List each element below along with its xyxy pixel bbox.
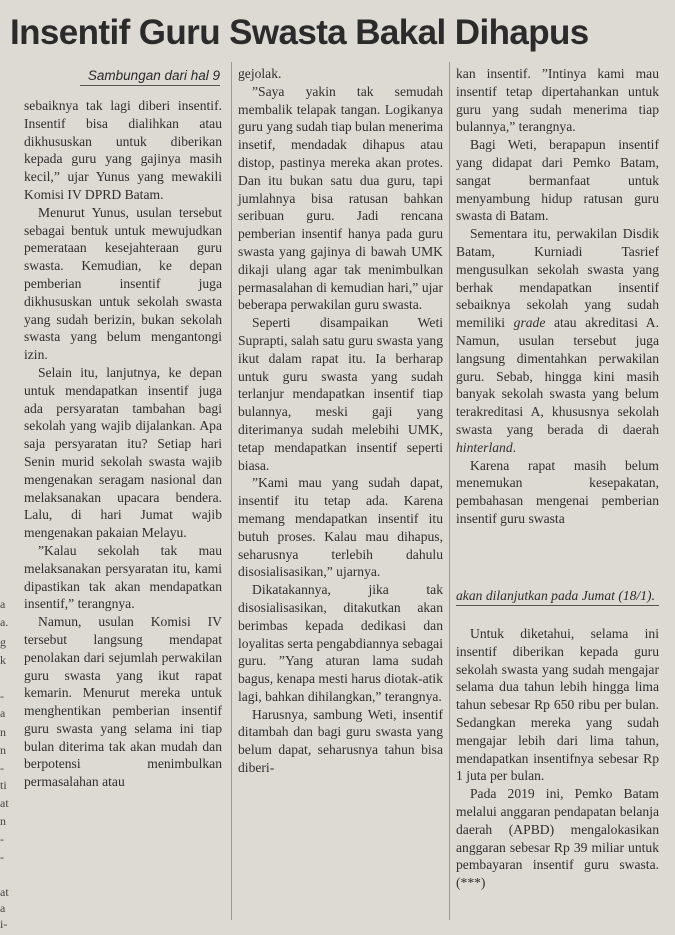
paragraph-text: .	[512, 439, 517, 455]
edge-fragment: n	[0, 814, 6, 828]
column-3-lower	[456, 625, 659, 892]
paragraph: Pada 2019 ini, Pemko Batam melalui anggaran pendapatan belanja daerah (APBD) mengalokasikan anggaran sebesar Rp 39 miliar untuk pembayaran insentif guru swasta.(***)	[456, 786, 659, 891]
italic-term: grade	[513, 315, 546, 331]
continuation-label: Sambungan dari hal 9	[80, 67, 220, 86]
paragraph: Untuk diketahui, selama ini insentif diberikan kepada guru sekolah swasta yang sudah mengajar selama dua tahun lebih hingga lima tahun sebesar Rp 650 ribu per bulan. Sedangkan mereka yang sudah mengajar lebih dari lima tahun, mendapatkan insentifnya sebesar Rp 1 juta per bulan.	[456, 626, 659, 784]
paragraph	[456, 225, 659, 456]
edge-fragment: a.	[0, 615, 9, 629]
edge-fragment: -	[0, 832, 4, 846]
column-divider	[231, 62, 232, 920]
paragraph: ”Saya yakin tak semudah membalik telapak tangan. Logikanya guru yang sudah tiap bulan menerima insetif, mendadak dihapus atau distop, pastinya mereka akan protes. Dan itu bukan satu dua guru, tapi jumlahnya bisa ratusan bahkan seribuan guru. Jadi rencana pemberian insentif hanya pada guru swasta yang gajinya di bawah UMK dikaji ulang agar tak menimbulkan permasalahan di kemudian hari,” ujar beberapa perwakilan guru swasta.	[238, 83, 443, 313]
edge-fragment: g	[0, 635, 6, 649]
edge-fragment: at	[0, 796, 9, 810]
headline: Insentif Guru Swasta Bakal Dihapus	[10, 13, 589, 52]
paragraph: ”Kalau sekolah tak mau melaksanakan persyaratan itu, kami dipastikan tak akan mendapatkan insentif,” terangnya.	[24, 542, 222, 612]
edge-fragment: -	[0, 689, 4, 703]
column-3	[456, 65, 659, 528]
paragraph: sebaiknya tak lagi diberi insentif. Insentif bisa dialihkan atau dikhususkan untuk diberikan kepada guru yang gajinya masih kecil,” ujar Yunus yang mewakili Komisi IV DPRD Batam.	[24, 98, 222, 202]
paragraph: ”Kami mau yang sudah dapat, insentif itu tetap ada. Karena memang mendapatkan insentif itu butuh proses. Kalau mau dihapus, seharusnya terlebih dahulu disosialisasikan,” ujarnya.	[238, 475, 443, 580]
edge-fragment: a	[0, 901, 6, 915]
column-1	[24, 97, 222, 791]
paragraph: Bagi Weti, berapapun insentif yang didapat dari Pemko Batam, sangat bermanfaat untuk menyambung hidup ratusan guru swasta di Batam.	[456, 137, 659, 224]
italic-term: hinterland	[456, 439, 513, 455]
paragraph: Karena rapat masih belum menemukan kesepakatan, pembahasan mengenai pemberian insentif guru swasta	[456, 457, 659, 526]
column-divider	[449, 62, 450, 920]
paragraph: Harusnya, sambung Weti, insentif ditambah dan bagi guru swasta yang belum dapat, seharusnya tahun bisa diberi-	[238, 706, 443, 776]
edge-fragment: k	[0, 653, 6, 667]
column-2	[238, 65, 443, 777]
edge-fragment: i-	[0, 917, 8, 931]
edge-fragment: a	[0, 597, 6, 611]
paragraph: Seperti disampaikan Weti Suprapti, salah satu guru swasta yang ikut dalam rapat itu. Ia berharap untuk guru swasta yang sudah terlanjur mendapatkan insentif tiap bulannya, meski gaji yang diterimanya sudah melebihi UMK, tetap mendapatkan insentif seperti biasa.	[238, 315, 443, 473]
paragraph: gejolak.	[238, 66, 282, 81]
continued-note: akan dilanjutkan pada Jumat (18/1).	[456, 587, 659, 606]
paragraph: kan insentif. ”Intinya kami mau insentif tetap dipertahankan untuk guru yang sudah menerima tiap bulannya,” terangnya.	[456, 66, 659, 135]
paragraph: Menurut Yunus, usulan tersebut sebagai bentuk untuk mewujudkan pemerataan kesejahteraan guru swasta. Kemudian, ke depan pemberian insentif juga dikhususkan untuk sekolah swasta yang sudah berizin, bukan sekolah swasta yang belum mengantongi izin.	[24, 204, 222, 363]
edge-fragment: -	[0, 850, 4, 864]
edge-fragment: n	[0, 743, 6, 757]
paragraph: Dikatakannya, jika tak disosialisasikan, ditakutkan akan berimbas kepada dedikasi dan loyalitas serta pengabdiannya sebagai guru. ”Yang aturan lama sudah bagus, kenapa mesti harus diotak-atik lagi, bahkan dihilangkan,” terangnya.	[238, 582, 443, 704]
paragraph: Selain itu, lanjutnya, ke depan untuk mendapatkan insentif juga ada persyaratan tambahan bagi sekolah yang wajib dijalankan. Apa saja persyaratan itu? Setiap hari Senin murid sekolah swasta wajib mengenakan seragam nasional dan melaksanakan upacara bendera. Lalu, di hari Jumat wajib mengenakan pakaian Melayu.	[24, 364, 222, 541]
edge-fragment: n	[0, 725, 6, 739]
paragraph-text: atau akreditasi A. Namun, usulan tersebut juga langsung dimentahkan perwakilan guru. Sebab, hingga kini masih banyak sekolah swasta yang belum terakreditasi A, khususnya sekolah swasta yang berada di daerah	[456, 315, 659, 437]
edge-fragment: at	[0, 885, 9, 899]
edge-fragment: a	[0, 706, 6, 720]
edge-fragment: ti	[0, 778, 7, 792]
paragraph: Namun, usulan Komisi IV tersebut langsung mendapat penolakan dari sejumlah perwakilan guru swasta yang ikut rapat kemarin. Menurut mereka untuk menghentikan pemberian insentif guru swasta yang selama ini tiap bulan diterima tak akan mudah dan berpotensi menimbulkan permasalahan atau	[24, 614, 222, 790]
paragraph-text: Sementara itu, perwakilan Disdik Batam, Kurniadi Tasrief mengusulkan sekolah swasta yang berhak mendapatkan insentif sebaiknya sekolah yang sudah memiliki	[456, 226, 659, 331]
edge-fragment: -	[0, 761, 4, 775]
